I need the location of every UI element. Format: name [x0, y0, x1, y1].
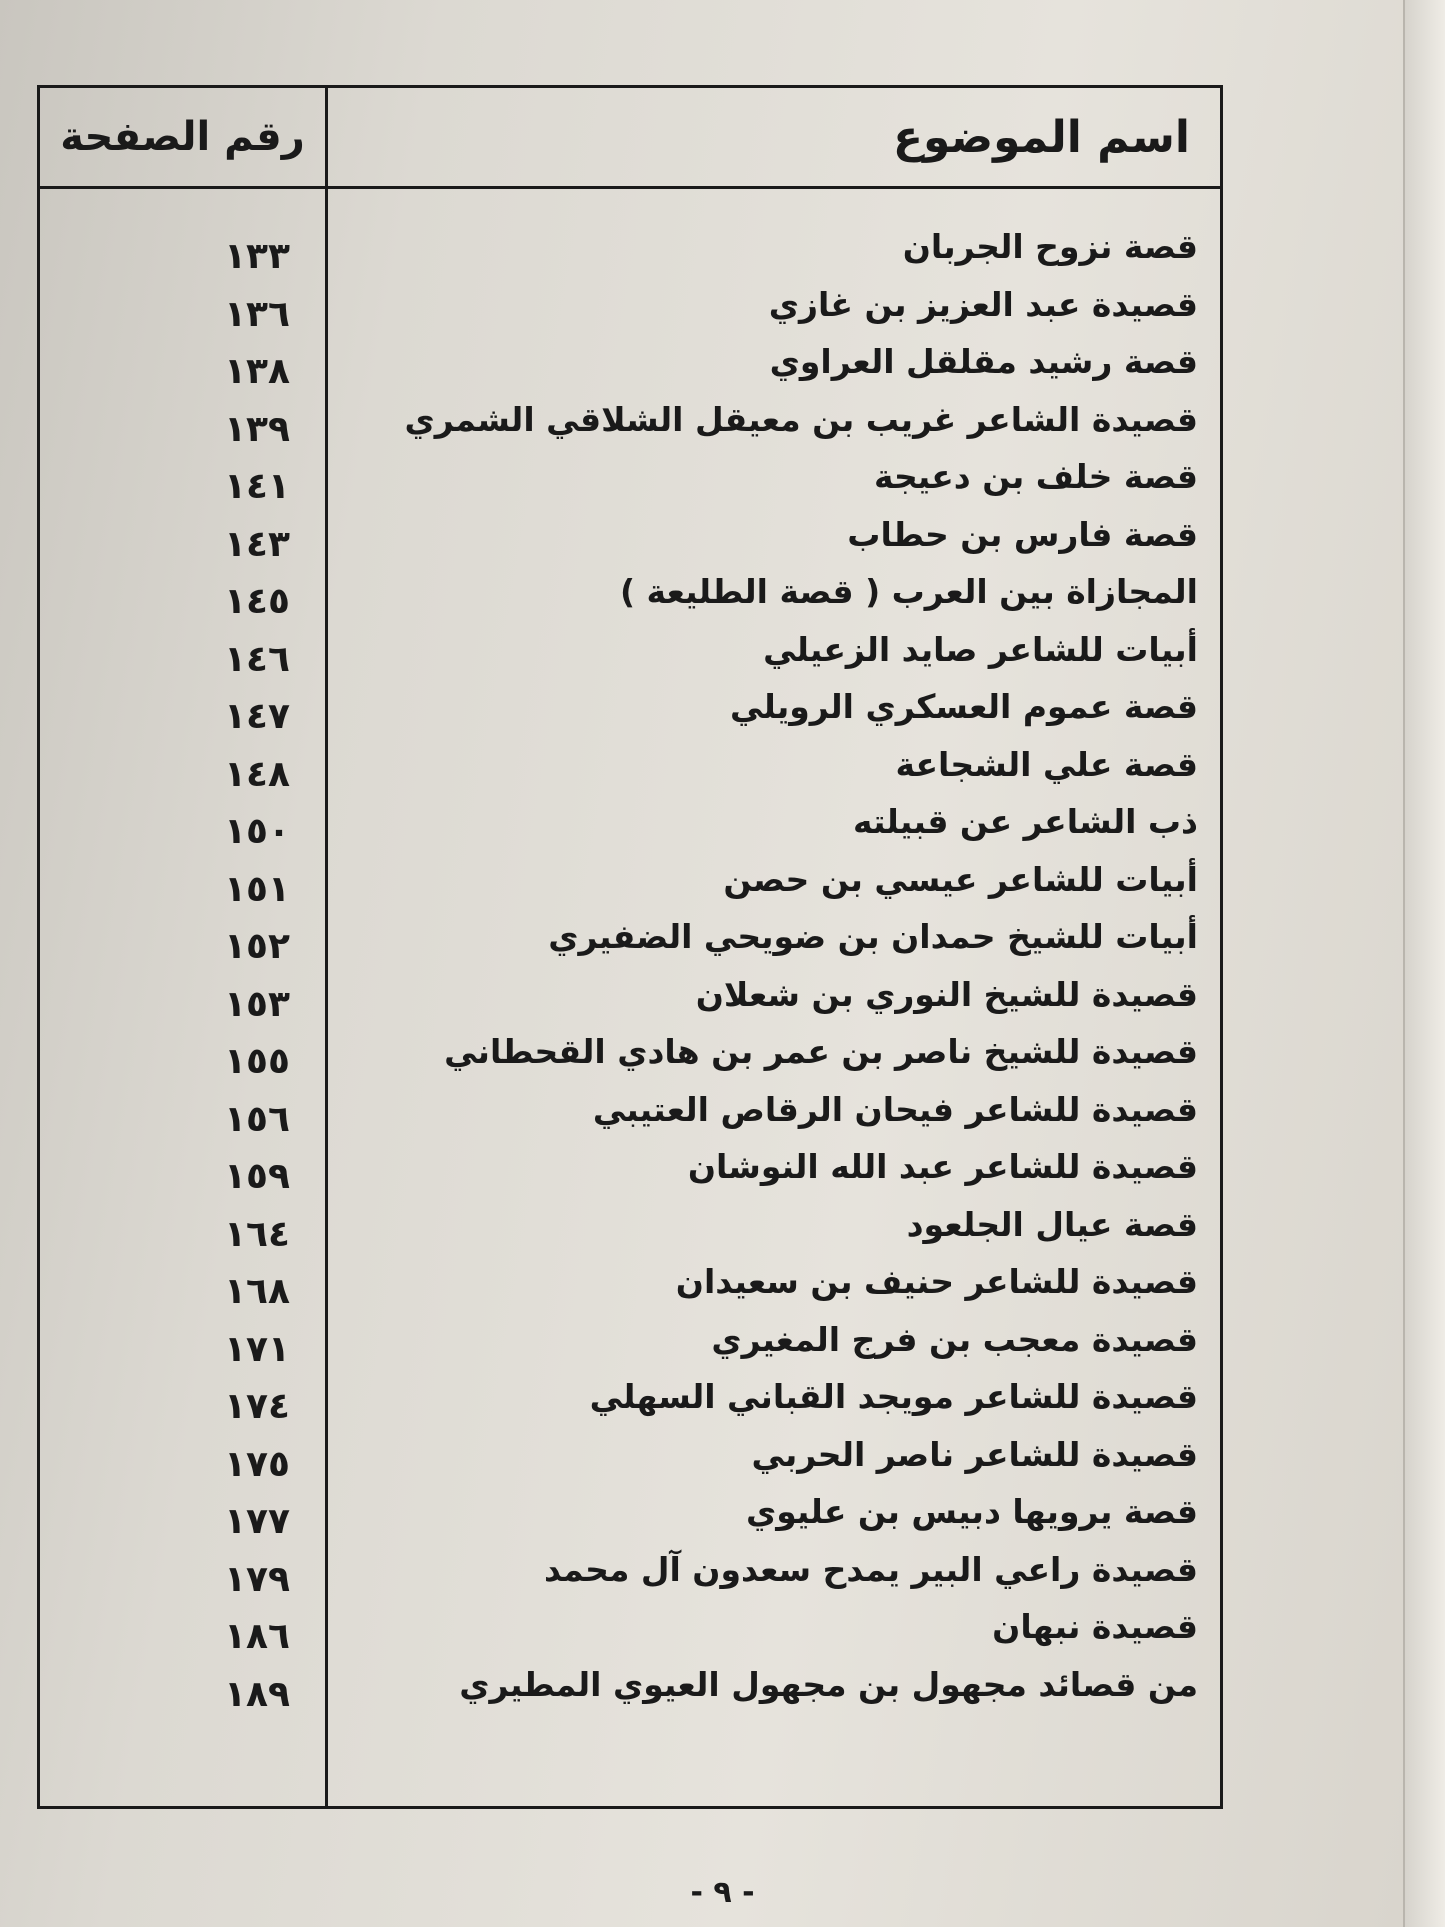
topic-entry: أبيات للشاعر عيسي بن حصن	[723, 859, 1198, 899]
page-number: ١٤٦	[224, 638, 290, 680]
topic-entry: قصة فارس بن حطاب	[847, 514, 1198, 554]
page-number: ١٣٦	[224, 293, 290, 335]
page-number: ١٨٦	[224, 1616, 290, 1658]
topic-entry: قصة خلف بن دعيجة	[874, 457, 1198, 497]
topic-entry: ذب الشاعر عن قبيلته	[852, 802, 1198, 842]
page-number: ١٥٠	[224, 811, 290, 853]
page-number: ١٦٤	[224, 1213, 290, 1255]
page-footer-number: - ٩ -	[690, 1875, 755, 1910]
topic-entry: قصة رشيد مقلقل العراوي	[769, 342, 1198, 382]
topic-entry: قصة يرويها دبيس بن عليوي	[745, 1492, 1198, 1532]
topic-column-header: اسم الموضوع	[892, 111, 1190, 163]
page-number: ١٣٩	[224, 408, 290, 450]
page-number: ١٥٦	[224, 1098, 290, 1140]
page-number: ١٧١	[224, 1328, 290, 1370]
page-number: ١٨٩	[224, 1673, 290, 1715]
topic-entry: قصيدة للشاعر ناصر الحربي	[751, 1434, 1198, 1474]
topic-entry: قصة عموم العسكري الرويلي	[729, 687, 1198, 727]
topic-entry: قصيدة عبد العزيز بن غازي	[768, 284, 1198, 324]
page-number: ١٥٢	[224, 926, 290, 968]
topic-entry: قصيدة نبهان	[992, 1607, 1198, 1647]
page-number: ١٥٩	[224, 1156, 290, 1198]
topic-entry: قصيدة للشيخ النوري بن شعلان	[695, 974, 1198, 1014]
page-number: ١٦٨	[224, 1271, 290, 1313]
page-number: ١٤٣	[224, 523, 290, 565]
page-number: ١٥٣	[224, 983, 290, 1025]
topic-entry: أبيات للشيخ حمدان بن ضويحي الضفيري	[548, 917, 1198, 957]
page-number: ١٥٥	[224, 1041, 290, 1083]
topic-entry: من قصائد مجهول بن مجهول العيوي المطيري	[459, 1664, 1198, 1704]
topic-entry: قصيدة للشاعر عبد الله النوشان	[687, 1147, 1198, 1187]
page-number: ١٤١	[224, 466, 290, 508]
header-divider	[40, 186, 1220, 189]
topic-entry: المجازاة بين العرب ( قصة الطليعة )	[619, 572, 1198, 612]
page-number-list	[150, 228, 290, 1723]
facing-page-edge	[1403, 0, 1445, 1927]
page-number: ١٧٤	[224, 1386, 290, 1428]
page-number: ١٤٥	[224, 581, 290, 623]
topic-entry: قصيدة للشاعر حنيف بن سعيدان	[675, 1262, 1198, 1302]
topic-entry: قصيدة الشاعر غريب بن معيقل الشلاقي الشمري	[404, 399, 1198, 439]
page-number: ١٧٩	[224, 1558, 290, 1600]
table-of-contents	[37, 85, 1223, 1809]
page-number: ١٣٣	[224, 236, 290, 278]
topic-entry: قصيدة معجب بن فرج المغيري	[711, 1319, 1198, 1359]
page-number: ١٥١	[224, 868, 290, 910]
topic-entry: قصيدة للشيخ ناصر بن عمر بن هادي القحطاني	[444, 1032, 1198, 1072]
topic-entry: قصة نزوح الجربان	[902, 227, 1198, 267]
topic-entry: قصيدة للشاعر مويجد القباني السهلي	[589, 1377, 1198, 1417]
topic-entry: أبيات للشاعر صايد الزعيلي	[763, 629, 1198, 669]
topic-entry: قصيدة راعي البير يمدح سعدون آل محمد	[543, 1549, 1198, 1589]
page-number: ١٧٧	[224, 1501, 290, 1543]
topic-entry: قصة عيال الجلعود	[906, 1204, 1198, 1244]
page-number: ١٤٨	[224, 753, 290, 795]
topic-entry: قصيدة للشاعر فيحان الرقاص العتيبي	[592, 1089, 1198, 1129]
topic-entry: قصة علي الشجاعة	[895, 744, 1198, 784]
page-number: ١٤٧	[224, 696, 290, 738]
page-number-column-header: رقم الصفحة	[60, 114, 305, 160]
page-number: ١٣٨	[224, 351, 290, 393]
topic-list	[328, 218, 1208, 1713]
page-number: ١٧٥	[224, 1443, 290, 1485]
